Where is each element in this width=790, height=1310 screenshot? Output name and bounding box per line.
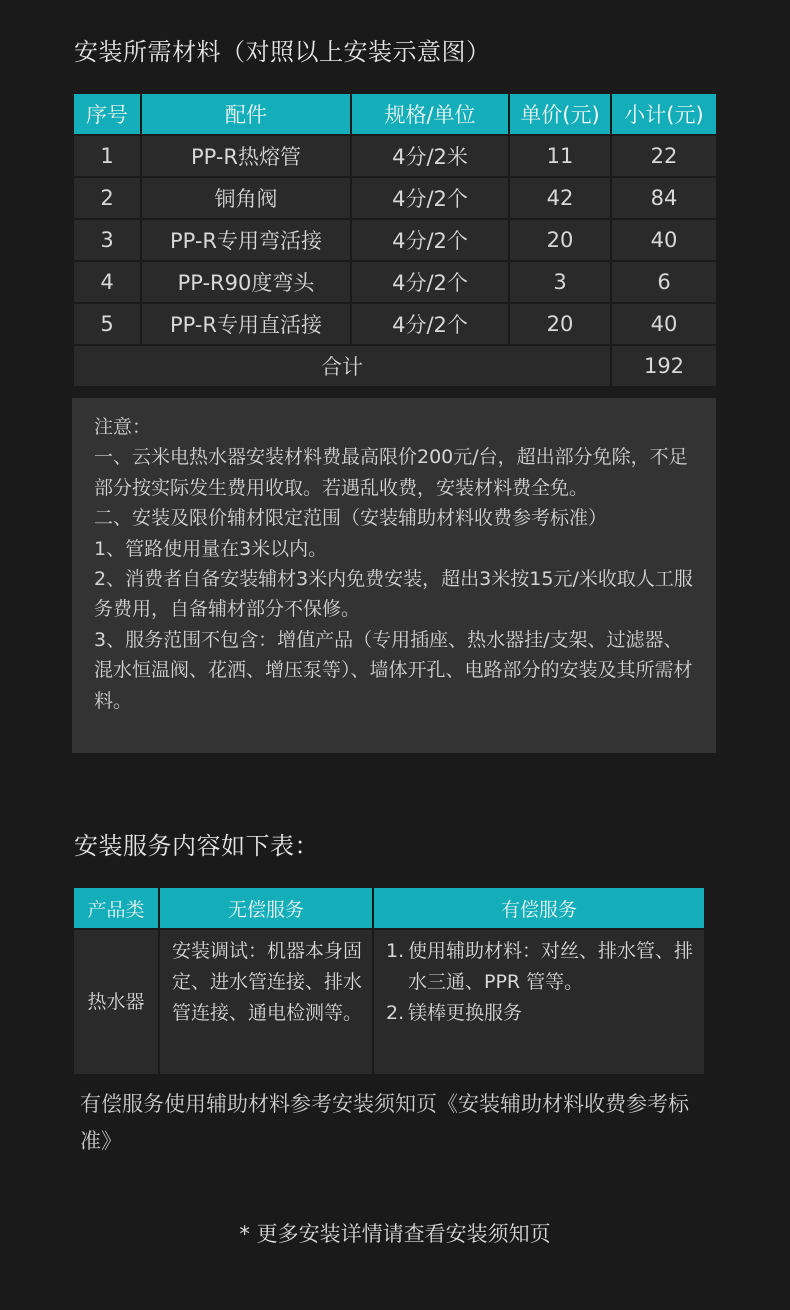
cell-spec: 4分/2个	[351, 303, 509, 345]
paid-item-text: 使用辅助材料：对丝、排水管、排水三通、PPR 管等。	[408, 940, 694, 993]
materials-table	[72, 92, 718, 388]
table-row	[73, 135, 717, 177]
cell-index: 3	[73, 219, 141, 261]
cell-spec: 4分/2个	[351, 177, 509, 219]
services-title: 安装服务内容如下表：	[74, 832, 319, 860]
cell-category: 热水器	[73, 929, 159, 1075]
header-category: 产品类	[73, 887, 159, 929]
services-table	[72, 886, 706, 1076]
cell-index: 1	[73, 135, 141, 177]
table-row	[73, 303, 717, 345]
total-value: 192	[611, 345, 717, 387]
materials-title: 安装所需材料（对照以上安装示意图）	[74, 38, 491, 66]
paid-item-number: 1.	[386, 940, 405, 962]
total-row	[73, 345, 717, 387]
cell-part: PP-R90度弯头	[141, 261, 351, 303]
cell-subtotal: 6	[611, 261, 717, 303]
cell-unit-price: 11	[509, 135, 611, 177]
cell-spec: 4分/2个	[351, 261, 509, 303]
notes-box	[72, 398, 716, 753]
cell-part: 铜角阀	[141, 177, 351, 219]
footnote: 有偿服务使用辅助材料参考安装须知页《安装辅助材料收费参考标准》	[80, 1092, 689, 1153]
header-index: 序号	[73, 93, 141, 135]
header-spec: 规格/单位	[351, 93, 509, 135]
cell-spec: 4分/2个	[351, 219, 509, 261]
note-item: 3、服务范围不包含：增值产品（专用插座、热水器挂/支架、过滤器、混水恒温阀、花洒、增压泵等）、墙体开孔、电路部分的安装及其所需材料。	[94, 628, 693, 712]
note-item: 一、云米电热水器安装材料费最高限价200元/台，超出部分免除，不足部分按实际发生费用收取。若遇乱收费，安装材料费全免。	[94, 446, 688, 499]
materials-header-row	[73, 93, 717, 135]
cell-unit-price: 20	[509, 219, 611, 261]
cell-index: 2	[73, 177, 141, 219]
paid-service-item	[386, 998, 698, 1029]
header-paid-service: 有偿服务	[373, 887, 705, 929]
more-info-note: * 更多安装详情请查看安装须知页	[239, 1222, 551, 1246]
cell-paid-service	[373, 929, 705, 1075]
table-row	[73, 929, 705, 1075]
cell-unit-price: 3	[509, 261, 611, 303]
cell-subtotal: 22	[611, 135, 717, 177]
cell-index: 4	[73, 261, 141, 303]
cell-subtotal: 40	[611, 303, 717, 345]
table-row	[73, 177, 717, 219]
header-subtotal: 小计(元)	[611, 93, 717, 135]
cell-part: PP-R热熔管	[141, 135, 351, 177]
table-row	[73, 219, 717, 261]
paid-item-number: 2.	[386, 1002, 405, 1024]
header-part: 配件	[141, 93, 351, 135]
note-item: 二、安装及限价辅材限定范围（安装辅助材料收费参考标准）	[94, 507, 608, 530]
cell-part: PP-R专用直活接	[141, 303, 351, 345]
total-label: 合计	[73, 345, 611, 387]
note-heading: 注意：	[94, 416, 152, 438]
paid-service-item	[386, 936, 698, 998]
cell-index: 5	[73, 303, 141, 345]
cell-unit-price: 42	[509, 177, 611, 219]
cell-subtotal: 84	[611, 177, 717, 219]
note-item: 1、管路使用量在3米以内。	[94, 537, 328, 560]
cell-free-service: 安装调试：机器本身固定、进水管连接、排水管连接、通电检测等。	[159, 929, 373, 1075]
note-item: 2、消费者自备安装辅材3米内免费安装，超出3米按15元/米收取人工服务费用，自备辅材部分不保修。	[94, 568, 693, 621]
cell-spec: 4分/2米	[351, 135, 509, 177]
paid-item-text: 镁棒更换服务	[408, 1002, 523, 1024]
cell-unit-price: 20	[509, 303, 611, 345]
header-unit-price: 单价(元)	[509, 93, 611, 135]
cell-part: PP-R专用弯活接	[141, 219, 351, 261]
table-row	[73, 261, 717, 303]
cell-subtotal: 40	[611, 219, 717, 261]
header-free-service: 无偿服务	[159, 887, 373, 929]
services-header-row	[73, 887, 705, 929]
